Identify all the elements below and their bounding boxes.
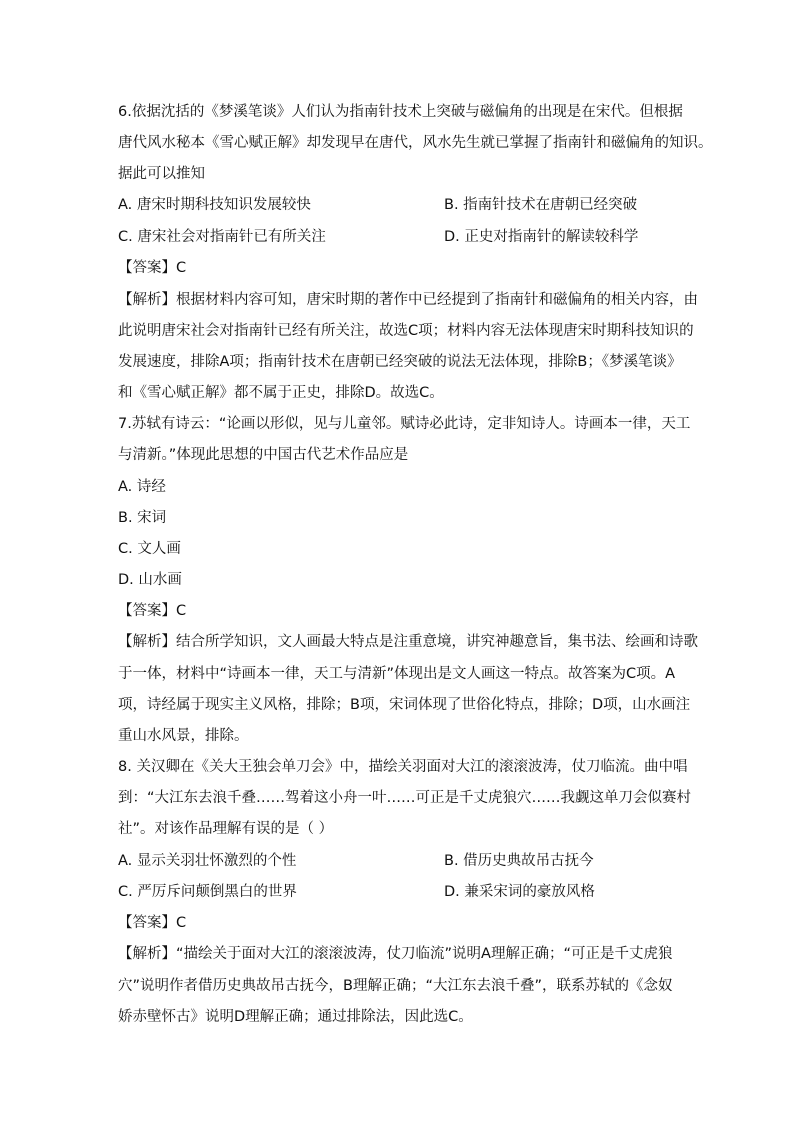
q7-analysis-line-3: 项，诗经属于现实主义风格，排除；B项，宋词体现了世俗化特点，排除；D项，山水画注: [118, 697, 691, 713]
q7-analysis-line-2: 于一体，材料中“诗画本一律，天工与清新”体现出是文人画这一特点。故答案为C项。A: [118, 666, 676, 682]
q8-answer: 【答案】C: [118, 915, 187, 931]
q8-analysis-line-2: 穴”说明作者借历史典故吊古抚今，B理解正确；“大江东去浪千叠”，联系苏轼的《念奴: [118, 978, 673, 994]
q6-answer: 【答案】C: [118, 260, 187, 276]
q7-analysis-line-4: 重山水风景，排除。: [118, 728, 249, 744]
q7-option-b: B. 宋词: [118, 510, 167, 526]
q6-option-b: B. 指南针技术在唐朝已经突破: [444, 197, 638, 213]
q8-stem-line-2: 到：“大江东去浪千叠……驾着这小舟一叶……可正是千丈虎狼穴……我觑这单刀会似赛村: [118, 790, 692, 806]
q8-analysis-line-3: 娇赤壁怀古》说明D理解正确；通过排除法，因此选C。: [118, 1009, 473, 1025]
q8-stem-line-1: 8. 关汉卿在《关大王独会单刀会》中，描绘关羽面对大江的滚滚波涛，仗刀临流。曲中唱: [118, 759, 688, 775]
q6-stem-line-2: 唐代风水秘本《雪心赋正解》却发现早在唐代，风水先生就已掌握了指南针和磁偏角的知识。: [118, 135, 713, 151]
q6-option-d: D. 正史对指南针的解读较科学: [444, 229, 639, 245]
q7-option-a: A. 诗经: [118, 479, 166, 495]
q6-analysis-line-2: 此说明唐宋社会对指南针已经有所关注，故选C项；材料内容无法体现唐宋时期科技知识的: [118, 323, 694, 339]
q7-stem-line-2: 与清新。”体现此思想的中国古代艺术作品应是: [118, 447, 409, 463]
q8-option-a: A. 显示关羽壮怀激烈的个性: [118, 853, 297, 869]
q8-stem-line-3: 社”。对该作品理解有误的是（ ）: [118, 821, 334, 837]
q6-analysis-line-4: 和《雪心赋正解》都不属于正史，排除D。故选C。: [118, 385, 444, 401]
q6-analysis-line-3: 发展速度，排除A项；指南针技术在唐朝已经突破的说法无法体现，排除B；《梦溪笔谈》: [118, 354, 682, 370]
q7-analysis-line-1: 【解析】结合所学知识，文人画最大特点是注重意境，讲究神趣意旨，集书法、绘画和诗歌: [118, 634, 698, 650]
q7-option-d: D. 山水画: [118, 572, 182, 588]
q6-option-a: A. 唐宋时期科技知识发展较快: [118, 197, 311, 213]
q8-option-d: D. 兼采宋词的豪放风格: [444, 884, 595, 900]
q6-option-c: C. 唐宋社会对指南针已有所关注: [118, 229, 326, 245]
q7-answer: 【答案】C: [118, 603, 187, 619]
q6-stem-line-1: 6.依据沈括的《梦溪笔谈》人们认为指南针技术上突破与磁偏角的出现是在宋代。但根据: [118, 104, 683, 120]
q8-option-b: B. 借历史典故吊古抚今: [444, 853, 594, 869]
q8-option-c: C. 严厉斥问颠倒黑白的世界: [118, 884, 297, 900]
q7-option-c: C. 文人画: [118, 541, 181, 557]
q8-analysis-line-1: 【解析】“描绘关于面对大江的滚滚波涛，仗刀临流”说明A理解正确；“可正是千丈虎狼: [118, 946, 673, 962]
q7-stem-line-1: 7.苏轼有诗云：“论画以形似，见与儿童邻。赋诗必此诗，定非知诗人。诗画本一律，天工: [118, 416, 691, 432]
q6-stem-line-3: 据此可以推知: [118, 166, 205, 182]
q6-analysis-line-1: 【解析】根据材料内容可知，唐宋时期的著作中已经提到了指南针和磁偏角的相关内容，由: [118, 292, 698, 308]
